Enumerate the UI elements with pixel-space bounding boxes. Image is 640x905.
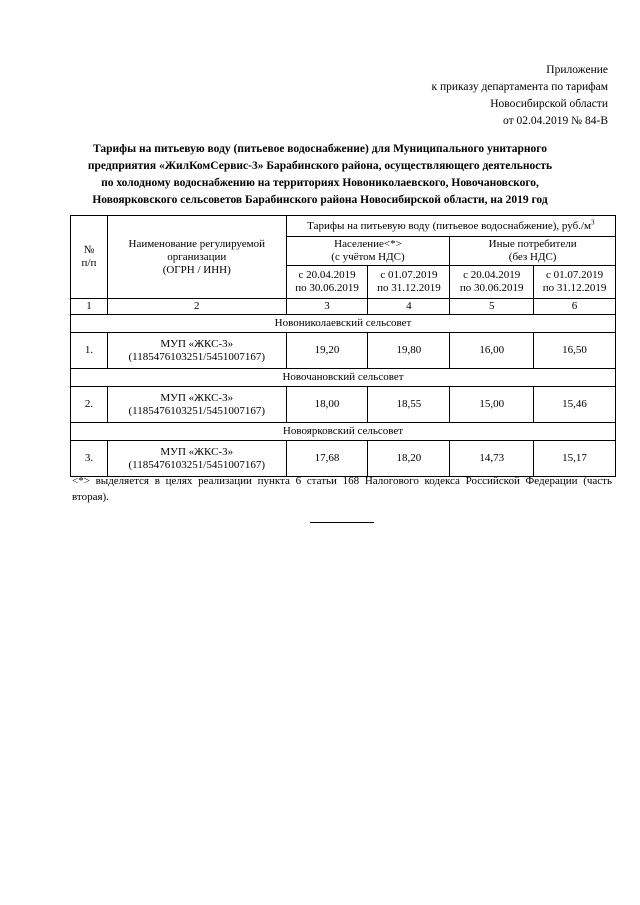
header-period: с 20.04.2019 по 30.06.2019 [286,266,368,299]
tariff-value: 19,20 [286,333,368,369]
section-name: Новочановский сельсовет [71,369,616,387]
table-row [71,333,616,369]
tariff-value: 18,55 [368,387,450,423]
appendix-line: Новосибирской области [490,98,608,110]
organization-cell: МУП «ЖКС-3» (1185476103251/5451007167) [107,441,286,477]
table-row [71,441,616,477]
organization-cell: МУП «ЖКС-3» (1185476103251/5451007167) [107,387,286,423]
appendix-block [431,62,608,130]
header-organization: Наименование регулируемой организации (ОГРН / ИНН) [107,216,286,299]
appendix-line: к приказу департамента по тарифам [431,81,608,93]
section-name: Новониколаевский сельсовет [71,315,616,333]
title-line: Тарифы на питьевую воду (питьевое водоснабжение) для Муниципального унитарного [93,143,547,155]
tariff-value: 15,00 [450,387,534,423]
header-period: с 20.04.2019 по 30.06.2019 [450,266,534,299]
tariff-table [70,215,616,477]
tariff-value: 17,68 [286,441,368,477]
tariff-value: 14,73 [450,441,534,477]
row-number: 1. [71,333,108,369]
column-number: 2 [107,299,286,315]
section-row [71,423,616,441]
column-number: 1 [71,299,108,315]
tariff-value: 16,50 [534,333,616,369]
footnote: <*> выделяется в целях реализации пункта 6 статьи 168 Налогового кодекса Российской Федерации (часть вторая). [72,475,612,503]
tariff-value: 18,00 [286,387,368,423]
header-population: Население<*> (с учётом НДС) [286,237,450,266]
column-number: 3 [286,299,368,315]
row-number: 2. [71,387,108,423]
row-number: 3. [71,441,108,477]
section-row [71,369,616,387]
section-name: Новоярковский сельсовет [71,423,616,441]
tariff-value: 15,46 [534,387,616,423]
organization-cell: МУП «ЖКС-3» (1185476103251/5451007167) [107,333,286,369]
column-number: 5 [450,299,534,315]
column-number: 6 [534,299,616,315]
tariff-value: 18,20 [368,441,450,477]
appendix-line: от 02.04.2019 № 84-В [503,115,608,127]
appendix-line: Приложение [546,64,608,76]
header-other-consumers: Иные потребители (без НДС) [450,237,616,266]
end-divider [310,522,374,523]
section-row [71,315,616,333]
column-numbers-row [71,299,616,315]
document-title [70,141,570,209]
header-number: № п/п [71,216,108,299]
table-row [71,387,616,423]
header-period: с 01.07.2019 по 31.12.2019 [534,266,616,299]
title-line: по холодному водоснабжению на территориях Новониколаевского, Новочановского, [101,177,539,189]
header-period: с 01.07.2019 по 31.12.2019 [368,266,450,299]
column-number: 4 [368,299,450,315]
tariff-value: 19,80 [368,333,450,369]
title-line: Новоярковского сельсоветов Барабинского района Новосибирской области, на 2019 год [92,194,548,206]
header-tariffs: Тарифы на питьевую воду (питьевое водоснабжение), $руб./м^3$ [286,216,615,237]
title-line: предприятия «ЖилКомСервис-3» Барабинского района, осуществляющего деятельность [87,160,553,172]
tariff-value: 16,00 [450,333,534,369]
tariff-value: 15,17 [534,441,616,477]
